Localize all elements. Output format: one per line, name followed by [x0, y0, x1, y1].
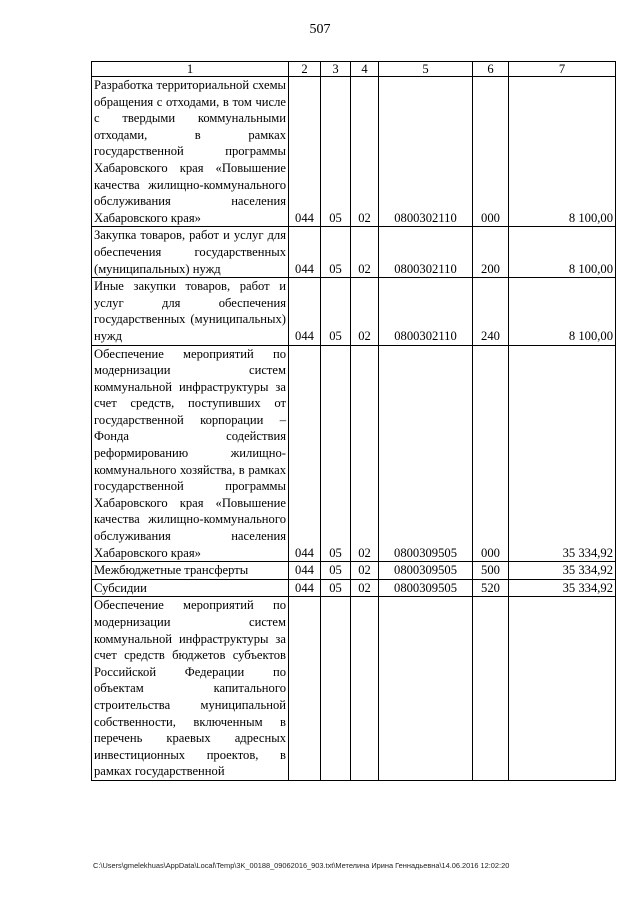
amount: 8 100,00 — [509, 77, 616, 227]
subsection-code — [351, 597, 379, 781]
ministry-code: 044 — [289, 579, 321, 597]
table-row — [92, 278, 616, 345]
section-code: 05 — [321, 227, 351, 278]
section-code: 05 — [321, 77, 351, 227]
expense-type-code: 000 — [473, 77, 509, 227]
column-header: 7 — [509, 62, 616, 77]
amount: 35 334,92 — [509, 345, 616, 562]
column-header: 3 — [321, 62, 351, 77]
ministry-code: 044 — [289, 227, 321, 278]
subsection-code: 02 — [351, 77, 379, 227]
ministry-code: 044 — [289, 278, 321, 345]
section-code: 05 — [321, 562, 351, 580]
amount: 35 334,92 — [509, 562, 616, 580]
expense-type-code: 240 — [473, 278, 509, 345]
subsection-code: 02 — [351, 562, 379, 580]
expense-type-code: 200 — [473, 227, 509, 278]
row-description: Обеспечение мероприятий по модернизации систем коммунальной инфраструктуры за счет средств бюджетов субъектов Российской Федерации по объектам капитального строительства муниципальной собственности, включенным в перечень краевых адресных инвестиционных проектов, в рамках государственной — [92, 597, 289, 781]
amount — [509, 597, 616, 781]
subsection-code: 02 — [351, 579, 379, 597]
expense-type-code: 000 — [473, 345, 509, 562]
column-header: 5 — [379, 62, 473, 77]
subsection-code: 02 — [351, 345, 379, 562]
row-description: Межбюджетные трансферты — [92, 562, 289, 580]
ministry-code: 044 — [289, 345, 321, 562]
ministry-code: 044 — [289, 77, 321, 227]
expense-type-code: 500 — [473, 562, 509, 580]
table-header-row — [92, 62, 616, 77]
target-article-code: 0800309505 — [379, 562, 473, 580]
file-path-footer: C:\Users\gmelekhuas\AppData\Local\Temp\3K_00188_09062016_903.txt\Метелина Ирина Геннадьевна\14.06.2016 12:02:20 — [93, 861, 510, 870]
row-description: Субсидии — [92, 579, 289, 597]
section-code: 05 — [321, 345, 351, 562]
amount: 8 100,00 — [509, 278, 616, 345]
row-description: Разработка территориальной схемы обращения с отходами, в том числе с твердыми коммунальными отходами, в рамках государственной программы Хабаровского края «Повышение качества жилищно-коммунального обслуживания населения Хабаровского края» — [92, 77, 289, 227]
row-description: Обеспечение мероприятий по модернизации систем коммунальной инфраструктуры за счет средств, поступивших от государственной корпорации – Фонда содействия реформированию жилищно-коммунального хозяйства, в рамках государственной программы Хабаровского края «Повышение качества жилищно-коммунального обслуживания населения Хабаровского края» — [92, 345, 289, 562]
budget-table — [91, 61, 616, 781]
expense-type-code: 520 — [473, 579, 509, 597]
subsection-code: 02 — [351, 278, 379, 345]
amount: 8 100,00 — [509, 227, 616, 278]
column-header: 2 — [289, 62, 321, 77]
section-code: 05 — [321, 579, 351, 597]
table-row — [92, 227, 616, 278]
target-article-code — [379, 597, 473, 781]
section-code: 05 — [321, 278, 351, 345]
target-article-code: 0800302110 — [379, 77, 473, 227]
row-description: Иные закупки товаров, работ и услуг для обеспечения государственных (муниципальных) нужд — [92, 278, 289, 345]
page-number: 507 — [309, 22, 331, 37]
table-row — [92, 597, 616, 781]
amount: 35 334,92 — [509, 579, 616, 597]
table-row — [92, 579, 616, 597]
ministry-code — [289, 597, 321, 781]
target-article-code: 0800302110 — [379, 227, 473, 278]
row-description: Закупка товаров, работ и услуг для обеспечения государственных (муниципальных) нужд — [92, 227, 289, 278]
expense-type-code — [473, 597, 509, 781]
target-article-code: 0800309505 — [379, 345, 473, 562]
table-row — [92, 345, 616, 562]
table-row — [92, 77, 616, 227]
column-header: 4 — [351, 62, 379, 77]
table-row — [92, 562, 616, 580]
subsection-code: 02 — [351, 227, 379, 278]
target-article-code: 0800309505 — [379, 579, 473, 597]
column-header: 1 — [92, 62, 289, 77]
target-article-code: 0800302110 — [379, 278, 473, 345]
ministry-code: 044 — [289, 562, 321, 580]
column-header: 6 — [473, 62, 509, 77]
section-code — [321, 597, 351, 781]
